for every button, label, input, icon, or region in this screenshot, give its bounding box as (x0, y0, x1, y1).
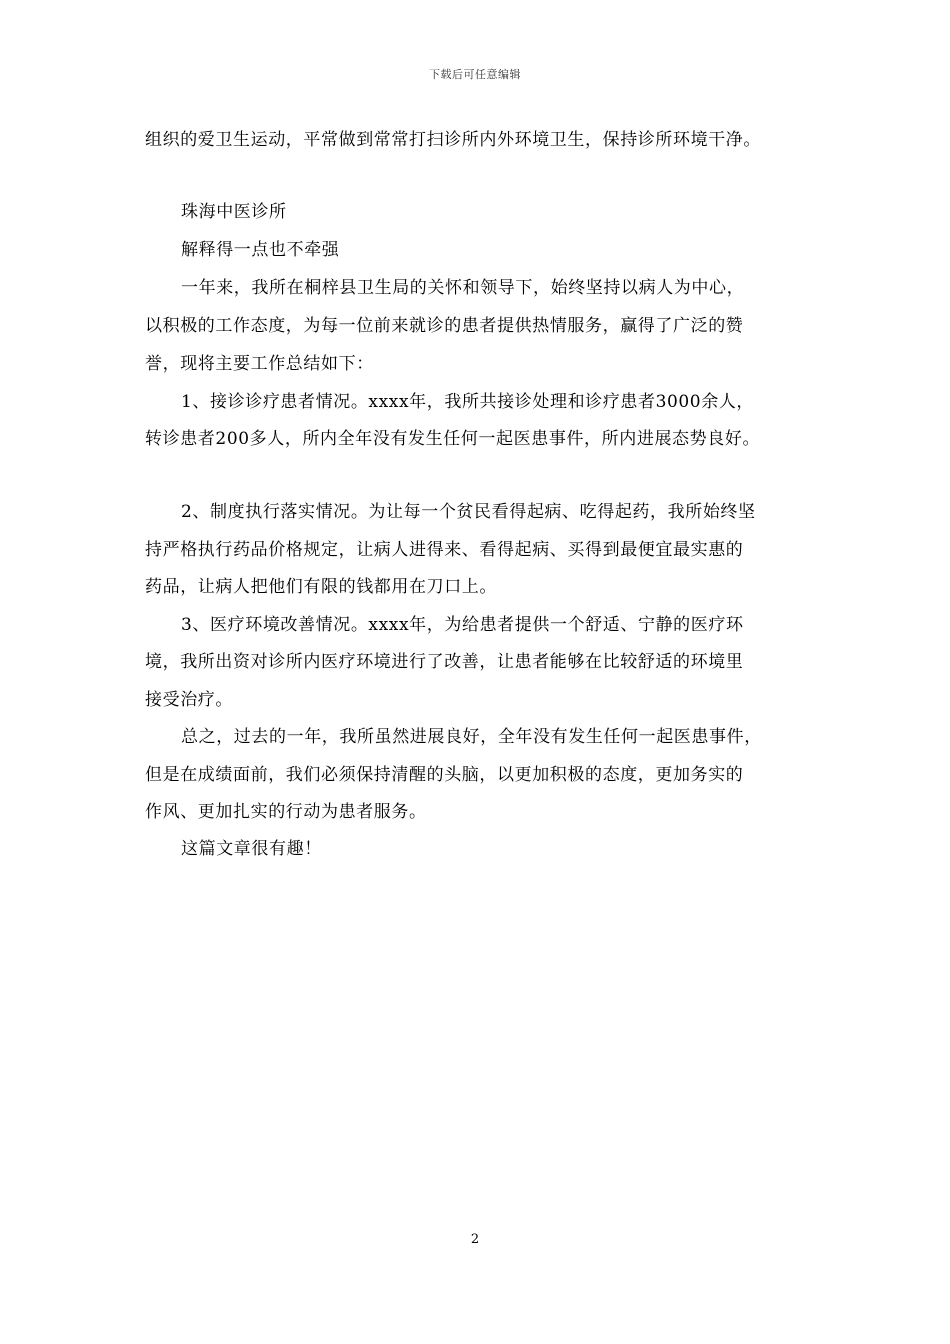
paragraph-line: 但是在成绩面前，我们必须保持清醒的头脑，以更加积极的态度，更加务实的 (145, 765, 744, 785)
paragraph-line: 总之，过去的一年，我所虽然进展良好，全年没有发生任何一起医患事件， (181, 727, 762, 747)
clinic-name: 珠海中医诊所 (181, 202, 287, 222)
page-header: 下载后可任意编辑 (429, 68, 521, 81)
paragraph-line: 转诊患者200多人，所内全年没有发生任何一起医患事件，所内进展态势良好。 (145, 429, 761, 449)
paragraph-line: 2、制度执行落实情况。为让每一个贫民看得起病、吃得起药，我所始终坚 (181, 502, 756, 522)
closing-line: 这篇文章很有趣！ (181, 839, 322, 859)
paragraph-line: 3、医疗环境改善情况。xxxx年，为给患者提供一个舒适、宁静的医疗环 (181, 615, 744, 635)
paragraph-line: 一年来，我所在桐梓县卫生局的关怀和领导下，始终坚持以病人为中心， (181, 278, 745, 298)
subtitle-line: 解释得一点也不牵强 (181, 240, 340, 260)
page-number: 2 (470, 1232, 480, 1247)
paragraph-line: 作风、更加扎实的行动为患者服务。 (145, 802, 427, 822)
paragraph-line: 誉，现将主要工作总结如下： (145, 354, 374, 374)
paragraph-line: 持严格执行药品价格规定，让病人进得来、看得起病、买得到最便宜最实惠的 (145, 540, 744, 560)
paragraph-line: 境，我所出资对诊所内医疗环境进行了改善，让患者能够在比较舒适的环境里 (145, 652, 744, 672)
paragraph-line: 组织的爱卫生运动，平常做到常常打扫诊所内外环境卫生，保持诊所环境干净。 (145, 130, 761, 150)
paragraph-line: 1、接诊诊疗患者情况。xxxx年，我所共接诊处理和诊疗患者3000余人， (181, 392, 755, 412)
paragraph-line: 药品，让病人把他们有限的钱都用在刀口上。 (145, 577, 497, 597)
paragraph-line: 以积极的工作态度，为每一位前来就诊的患者提供热情服务，赢得了广泛的赞 (145, 316, 744, 336)
paragraph-line: 接受治疗。 (145, 690, 233, 710)
